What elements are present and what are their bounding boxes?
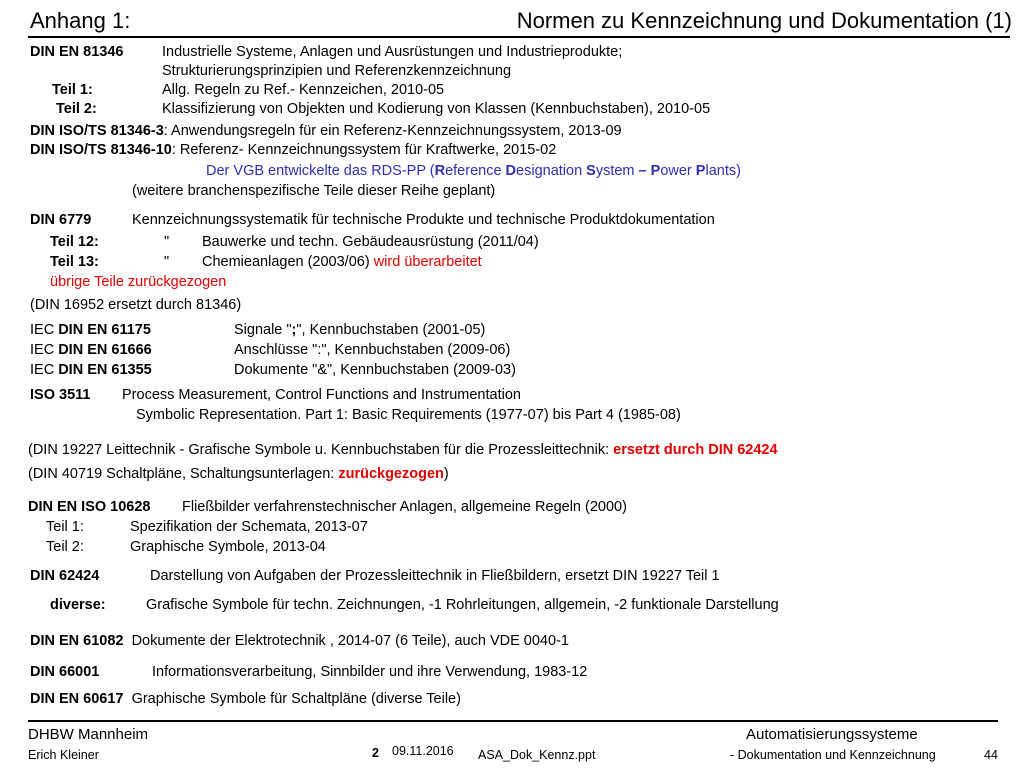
vgb-word-esignation: esignation <box>516 163 587 179</box>
din16952-note: (DIN 16952 ersetzt durch 81346) <box>30 297 242 313</box>
footer-page-number: 44 <box>984 748 998 762</box>
std-desc-81346-line1: Industrielle Systeme, Anlagen und Ausrüstungen und Industrieprodukte; <box>162 44 623 60</box>
header-rule <box>28 36 1010 38</box>
teil1-label: Teil 1: <box>52 82 93 98</box>
din40719-close: ) <box>443 466 449 482</box>
teil12-text: Bauwerke und techn. Gebäudeausrüstung (2011/04) <box>202 234 539 250</box>
footer-course: Automatisierungssysteme <box>746 726 918 743</box>
iec-61355-text: Dokumente "&", Kennbuchstaben (2009-03) <box>234 362 516 378</box>
vgb-dash: – <box>638 163 647 179</box>
std-81346-3-line <box>30 122 622 140</box>
vgb-letter-d: D <box>505 163 517 179</box>
iso3511-line2: Symbolic Representation. Part 1: Basic Requirements (1977-07) bis Part 4 (1985-08) <box>136 407 681 423</box>
iec-61175-id-line <box>30 321 151 339</box>
std-id-81346-10: DIN ISO/TS 81346-10 <box>30 142 172 158</box>
footer-subtitle: - Dokumentation und Kennzeichnung <box>730 748 936 762</box>
std-81346-10-line <box>30 141 556 159</box>
iec-61175-post: ", Kennbuchstaben (2001-05) <box>296 322 486 338</box>
iec-61355-id-line <box>30 361 152 379</box>
din19227-status: ersetzt durch DIN 62424 <box>613 442 778 458</box>
std-id-61355: DIN EN 61355 <box>58 362 152 378</box>
vgb-word-ystem: ystem <box>595 163 639 179</box>
std-id-61175: DIN EN 61175 <box>58 322 151 338</box>
vgb-letter-s: S <box>586 163 596 179</box>
teil2-label: Teil 2: <box>56 101 97 117</box>
std-desc-10628: Fließbilder verfahrenstechnischer Anlagen, allgemeine Regeln (2000) <box>182 499 627 515</box>
uebrige-note: übrige Teile zurückgezogen <box>50 274 227 290</box>
iec-61175-text <box>234 321 485 339</box>
vgb-letter-p2: P <box>695 163 706 179</box>
vgb-word-lants: lants) <box>705 163 741 179</box>
std-text-81346-3: : Anwendungsregeln für ein Referenz-Kennzeichnungssystem, 2013-09 <box>163 123 622 139</box>
std-id-6779: DIN 6779 <box>30 212 92 228</box>
iec-prefix: IEC <box>30 342 59 358</box>
teil12-quote: " <box>164 234 170 250</box>
din40719-text: (DIN 40719 Schaltpläne, Schaltungsunterlagen: <box>28 466 339 482</box>
din19227-text: (DIN 19227 Leittechnik - Grafische Symbole u. Kennbuchstaben für die Prozessleittechnik: <box>28 442 614 458</box>
std-text-81346-10: : Referenz- Kennzeichnungssystem für Kraftwerke, 2015-02 <box>171 142 557 158</box>
std-id-61082: DIN EN 61082 <box>30 633 124 649</box>
std-text-60617: Graphische Symbole für Schaltpläne (diverse Teile) <box>131 691 461 707</box>
iso3511-line1: Process Measurement, Control Functions and Instrumentation <box>122 387 521 403</box>
vgb-prefix: Der VGB entwickelte das RDS-PP ( <box>206 163 435 179</box>
iec-prefix: IEC <box>30 362 59 378</box>
din40719-note <box>28 465 449 483</box>
footer-rule <box>28 720 998 722</box>
iec-61175-pre: Signale " <box>234 322 292 338</box>
diverse-text: Grafische Symbole für techn. Zeichnungen, -1 Rohrleitungen, allgemein, -2 funktionale Darstellung <box>146 597 779 613</box>
std-id-61666: DIN EN 61666 <box>58 342 152 358</box>
iso10628-teil2-text: Graphische Symbole, 2013-04 <box>130 539 326 555</box>
std-60617-line <box>30 690 461 708</box>
weitere-note: (weitere branchenspezifische Teile dieser Reihe geplant) <box>132 183 496 199</box>
slide-title-left: Anhang 1: <box>30 8 131 33</box>
vgb-letter-r: R <box>434 163 446 179</box>
footer-institution: DHBW Mannheim <box>28 726 149 743</box>
iec-61666-text: Anschlüsse ":", Kennbuchstaben (2009-06) <box>234 342 511 358</box>
teil13-status: wird überarbeitet <box>369 254 482 270</box>
iso10628-teil1-label: Teil 1: <box>46 519 84 535</box>
footer-author: Erich Kleiner <box>28 748 99 762</box>
teil13-line <box>202 253 482 271</box>
vgb-word-eference: eference <box>445 163 506 179</box>
slide-title-right: Normen zu Kennzeichnung und Dokumentation (1) <box>516 8 1012 33</box>
footer-filename: ASA_Dok_Kennz.ppt <box>478 748 596 762</box>
std-id-60617: DIN EN 60617 <box>30 691 124 707</box>
std-id-10628: DIN EN ISO 10628 <box>28 499 151 515</box>
teil1-text: Allg. Regeln zu Ref.- Kennzeichen, 2010-05 <box>162 82 445 98</box>
teil2-text: Klassifizierung von Objekten und Kodierung von Klassen (Kennbuchstaben), 2010-05 <box>162 101 711 117</box>
std-61082-line <box>30 632 569 650</box>
iec-61666-id-line <box>30 341 152 359</box>
std-id-81346: DIN EN 81346 <box>30 44 124 60</box>
std-text-66001: Informationsverarbeitung, Sinnbilder und ihre Verwendung, 1983-12 <box>152 664 588 680</box>
footer-marker: 2 <box>372 746 379 760</box>
teil13-quote: " <box>164 254 170 270</box>
footer-date: 09.11.2016 <box>392 744 454 758</box>
std-id-62424: DIN 62424 <box>30 568 100 584</box>
iec-61175-symbol: ; <box>291 322 297 338</box>
din19227-note <box>28 441 778 459</box>
iec-prefix: IEC <box>30 322 59 338</box>
std-desc-62424: Darstellung von Aufgaben der Prozessleittechnik in Fließbildern, ersetzt DIN 19227 Teil 1 <box>150 568 720 584</box>
std-desc-81346-line2: Strukturierungsprinzipien und Referenzkennzeichnung <box>162 63 512 79</box>
vgb-letter-p: P <box>650 163 661 179</box>
std-id-66001: DIN 66001 <box>30 664 100 680</box>
std-text-61082: Dokumente der Elektrotechnik , 2014-07 (6 Teile), auch VDE 0040-1 <box>131 633 569 649</box>
din40719-status: zurückgezogen <box>338 466 444 482</box>
std-id-iso3511: ISO 3511 <box>30 387 91 403</box>
diverse-label: diverse: <box>50 597 106 613</box>
teil13-text: Chemieanlagen (2003/06) <box>202 254 370 270</box>
iso10628-teil1-text: Spezifikation der Schemata, 2013-07 <box>130 519 368 535</box>
vgb-word-ower: ower <box>660 163 696 179</box>
teil13-label: Teil 13: <box>50 254 99 270</box>
std-desc-6779: Kennzeichnungssystematik für technische Produkte und technische Produktdokumentation <box>132 212 715 228</box>
iso10628-teil2-label: Teil 2: <box>46 539 84 555</box>
std-id-81346-3: DIN ISO/TS 81346-3 <box>30 123 164 139</box>
teil12-label: Teil 12: <box>50 234 99 250</box>
vgb-note <box>206 162 741 180</box>
